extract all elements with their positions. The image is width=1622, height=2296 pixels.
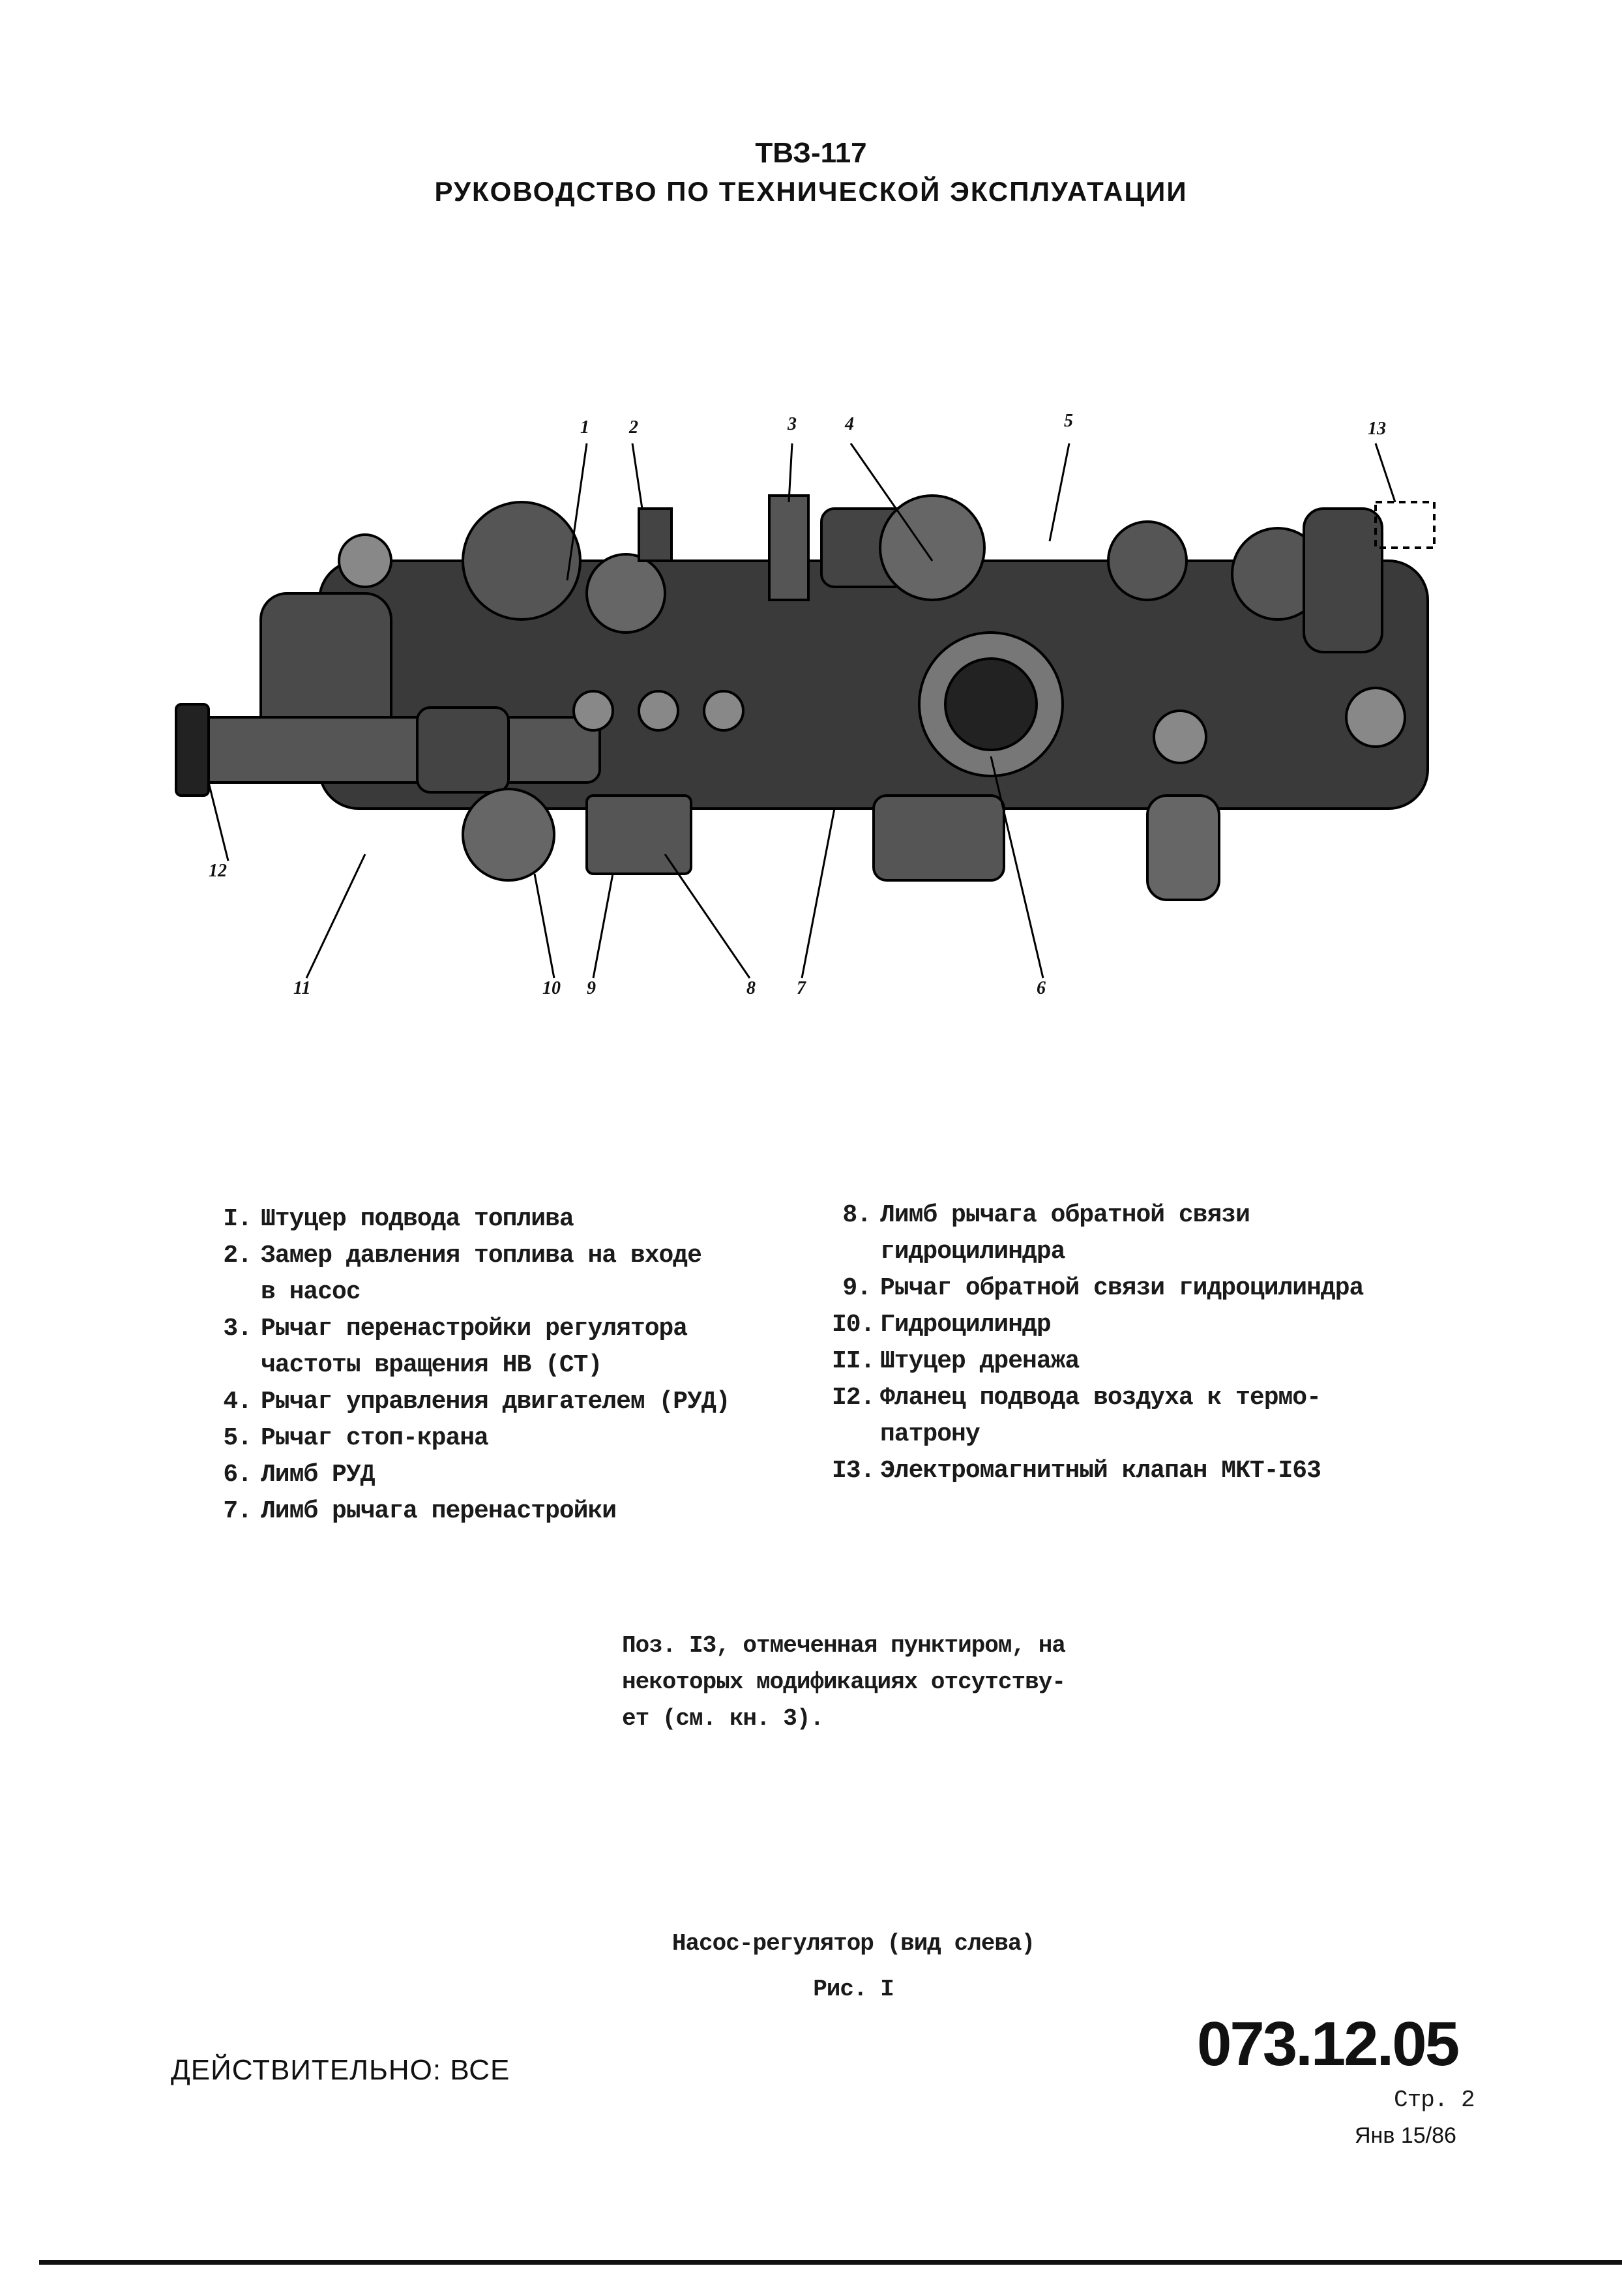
pump-regulator-drawing bbox=[170, 430, 1460, 1030]
callout-1: 1 bbox=[580, 417, 589, 438]
legend-left bbox=[213, 1201, 730, 1530]
figure-label: Рис. I bbox=[813, 1976, 894, 2003]
callout-3: 3 bbox=[788, 414, 797, 434]
legend-right bbox=[832, 1197, 1363, 1489]
legend-item-4: 4. Рычаг управления двигателем (РУД) bbox=[223, 1388, 730, 1416]
legend-item-2-cont: в насос bbox=[261, 1278, 361, 1306]
legend-item-8: 8. Лимб рычага обратной связи bbox=[842, 1201, 1250, 1229]
legend-item-10: I0. Гидроцилиндр bbox=[832, 1311, 1051, 1339]
legend-item-2: 2. Замер давления топлива на входе bbox=[223, 1242, 701, 1270]
legend-item-5: 5. Рычаг стоп-крана bbox=[223, 1424, 488, 1452]
legend-item-11: II. Штуцер дренажа bbox=[832, 1347, 1080, 1375]
document-code: ТВЗ-117 bbox=[755, 137, 867, 169]
legend-item-3-cont: частоты вращения НВ (СТ) bbox=[261, 1351, 602, 1379]
callout-10: 10 bbox=[542, 978, 561, 998]
section-number: 073.12.05 bbox=[1197, 2009, 1458, 2079]
figure-caption: Насос-регулятор (вид слева) bbox=[671, 1930, 1035, 1957]
callout-6: 6 bbox=[1037, 978, 1046, 998]
callout-7: 7 bbox=[797, 978, 806, 998]
callout-2: 2 bbox=[629, 417, 638, 438]
note-line: Поз. I3, отмеченная пунктиром, на bbox=[622, 1632, 1065, 1659]
pump-regulator-illustration bbox=[170, 411, 1460, 1030]
callout-4: 4 bbox=[845, 414, 854, 434]
callout-13: 13 bbox=[1368, 419, 1386, 439]
bottom-rule bbox=[39, 2260, 1622, 2265]
legend-item-7: 7. Лимб рычага перенастройки bbox=[223, 1497, 617, 1525]
callout-8: 8 bbox=[746, 978, 756, 998]
note-line: ет (см. кн. 3). bbox=[622, 1705, 824, 1732]
callout-5: 5 bbox=[1064, 411, 1073, 431]
revision-date: Янв 15/86 bbox=[1355, 2123, 1456, 2148]
callout-11: 11 bbox=[293, 978, 311, 998]
page-number: Стр. 2 bbox=[1394, 2087, 1475, 2113]
legend-item-12: I2. Фланец подвода воздуха к термо- bbox=[832, 1384, 1321, 1412]
validity-note: ДЕЙСТВИТЕЛЬНО: ВСЕ bbox=[171, 2054, 510, 2086]
legend-item-3: 3. Рычаг перенастройки регулятора bbox=[223, 1315, 688, 1343]
legend-item-6: 6. Лимб РУД bbox=[223, 1461, 375, 1489]
legend-item-8-cont: гидроцилиндра bbox=[880, 1238, 1065, 1266]
legend-item-13: I3. Электромагнитный клапан МКТ-I63 bbox=[832, 1457, 1321, 1485]
callout-12: 12 bbox=[209, 861, 227, 881]
legend-item-9: 9. Рычаг обратной связи гидроцилиндра bbox=[842, 1274, 1364, 1302]
note bbox=[622, 1628, 1065, 1737]
legend-item-12-cont: патрону bbox=[880, 1420, 980, 1448]
note-line: некоторых модификациях отсутству- bbox=[622, 1669, 1065, 1695]
document-title: РУКОВОДСТВО ПО ТЕХНИЧЕСКОЙ ЭКСПЛУАТАЦИИ bbox=[434, 176, 1188, 207]
legend-item-1: I. Штуцер подвода топлива bbox=[223, 1205, 574, 1233]
callout-9: 9 bbox=[587, 978, 596, 998]
